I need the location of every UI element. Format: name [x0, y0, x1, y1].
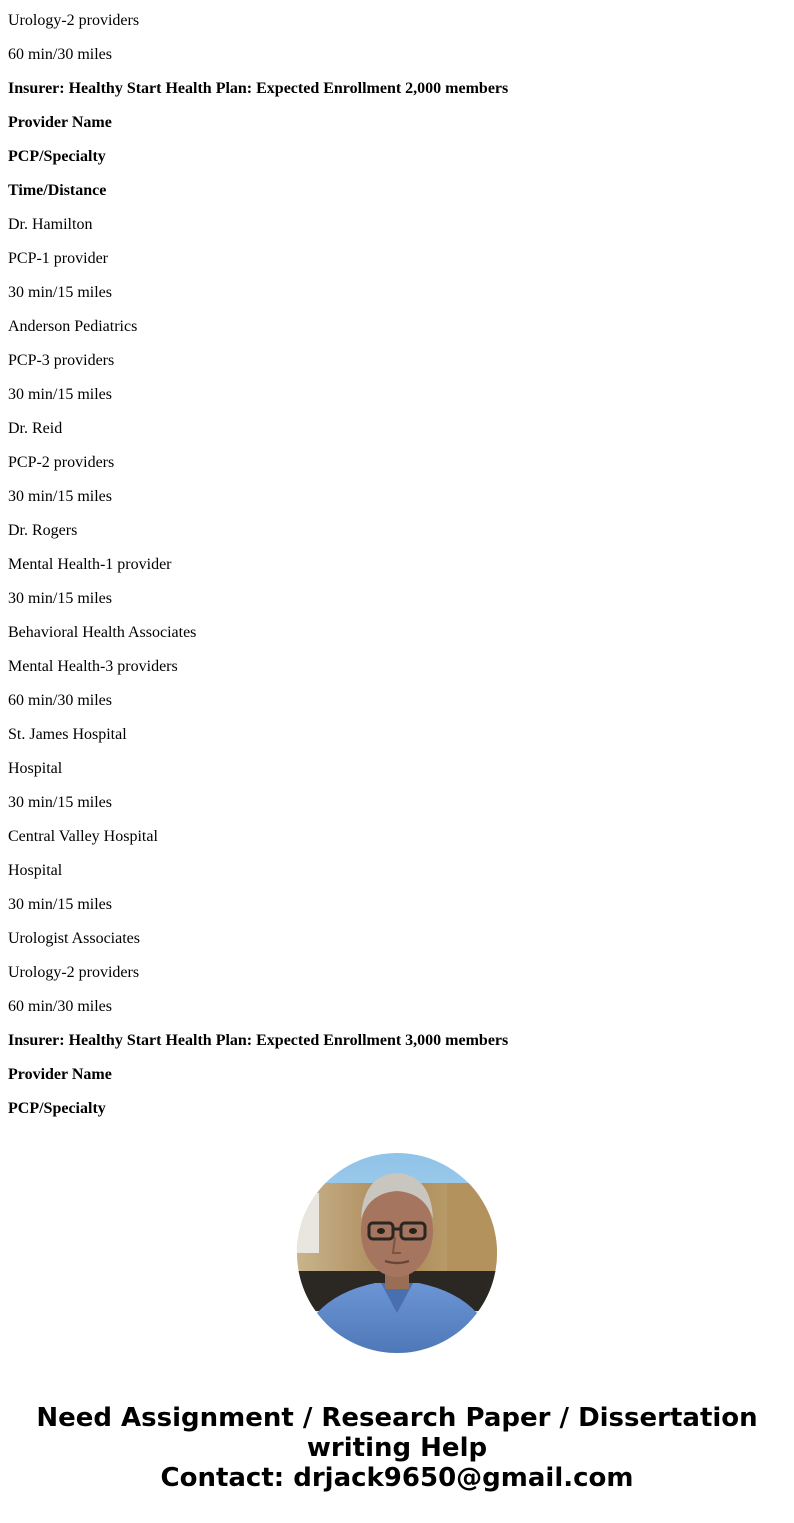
- text-line: 60 min/30 miles: [8, 46, 112, 63]
- text-line: PCP-1 provider: [8, 250, 108, 267]
- cta-contact-line: Contact: drjack9650@gmail.com: [160, 1463, 634, 1493]
- text-line: 30 min/15 miles: [8, 896, 112, 913]
- text-line: 30 min/15 miles: [8, 386, 112, 403]
- text-line: 30 min/15 miles: [8, 794, 112, 811]
- contact-banner: [0, 1403, 794, 1493]
- document-body: [8, 11, 786, 1133]
- author-avatar: [297, 1153, 497, 1353]
- section-heading: PCP/Specialty: [8, 1100, 106, 1117]
- text-line: 30 min/15 miles: [8, 488, 112, 505]
- text-line: 60 min/30 miles: [8, 692, 112, 709]
- text-line: Urologist Associates: [8, 930, 140, 947]
- text-line: Dr. Reid: [8, 420, 63, 437]
- text-line: Dr. Hamilton: [8, 216, 93, 233]
- text-line: Mental Health-1 provider: [8, 556, 172, 573]
- text-line: Mental Health-3 providers: [8, 658, 178, 675]
- text-line: Behavioral Health Associates: [8, 624, 197, 641]
- text-line: 60 min/30 miles: [8, 998, 112, 1015]
- cta-line-2: writing Help: [306, 1433, 488, 1463]
- section-heading: Insurer: Healthy Start Health Plan: Expected Enrollment 3,000 members: [8, 1032, 509, 1049]
- text-line: Hospital: [8, 862, 63, 879]
- text-line: 30 min/15 miles: [8, 284, 112, 301]
- text-line: PCP-3 providers: [8, 352, 115, 369]
- text-line: Central Valley Hospital: [8, 828, 158, 845]
- section-heading: Provider Name: [8, 114, 112, 131]
- text-line: Anderson Pediatrics: [8, 318, 138, 335]
- cta-line-1: Need Assignment / Research Paper / Dissertation: [36, 1403, 758, 1433]
- text-line: PCP-2 providers: [8, 454, 115, 471]
- person-photo-icon: [297, 1153, 497, 1353]
- text-line: Dr. Rogers: [8, 522, 78, 539]
- text-line: Hospital: [8, 760, 63, 777]
- text-line: Urology-2 providers: [8, 964, 140, 981]
- section-heading: Provider Name: [8, 1066, 112, 1083]
- text-line: St. James Hospital: [8, 726, 127, 743]
- section-heading: Insurer: Healthy Start Health Plan: Expected Enrollment 2,000 members: [8, 80, 509, 97]
- text-line: Urology-2 providers: [8, 12, 140, 29]
- section-heading: PCP/Specialty: [8, 148, 106, 165]
- section-heading: Time/Distance: [8, 182, 107, 199]
- text-line: 30 min/15 miles: [8, 590, 112, 607]
